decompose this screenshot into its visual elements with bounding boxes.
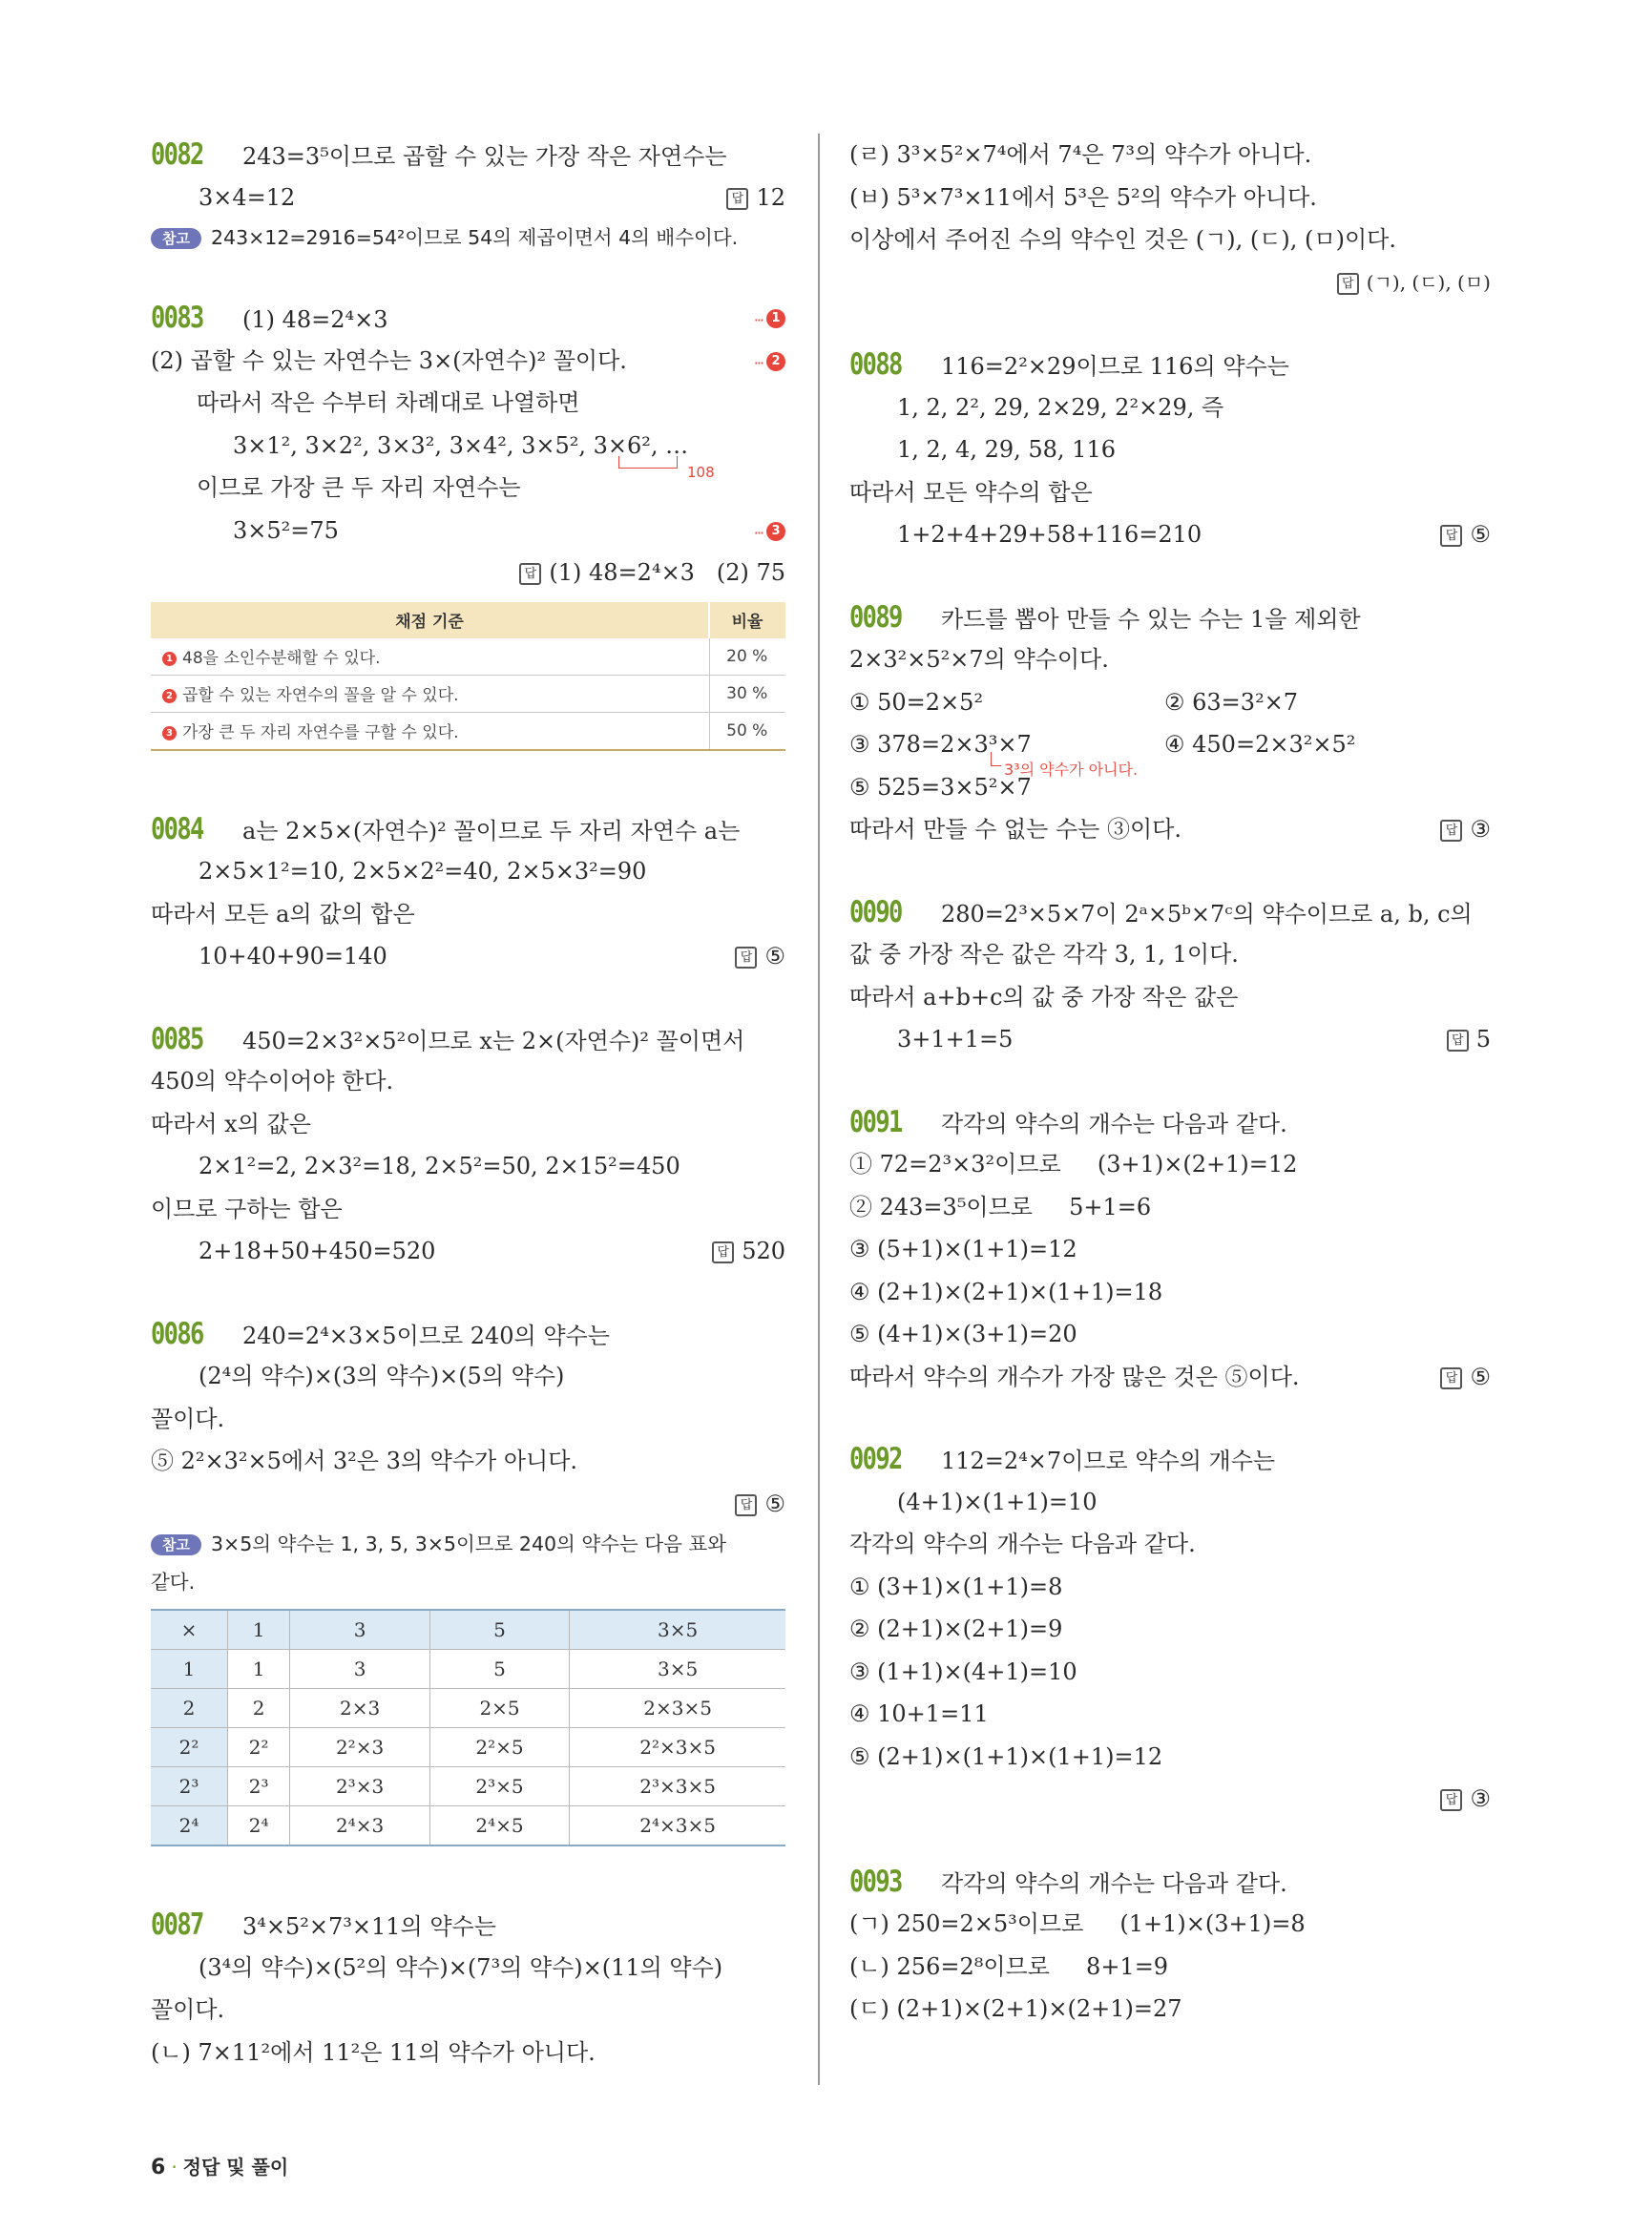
note-badge: 참고 bbox=[151, 228, 201, 249]
table-row bbox=[151, 1689, 785, 1728]
answer: 답 ⑤ bbox=[1440, 1356, 1491, 1399]
table-cell: 2² bbox=[228, 1728, 290, 1767]
table-cell: 2²×5 bbox=[429, 1728, 569, 1767]
step-marker-3: ··· 3 bbox=[754, 510, 785, 555]
table-cell: 3 bbox=[290, 1650, 429, 1689]
problem-number: 0087 bbox=[151, 1908, 203, 1942]
table-cell: 2³ bbox=[228, 1767, 290, 1806]
table-cell: 3 bbox=[290, 1610, 429, 1650]
table-cell: 2³×3 bbox=[290, 1767, 429, 1806]
table-cell: 2×3 bbox=[290, 1689, 429, 1728]
footer-title: 정답 및 풀이 bbox=[182, 2156, 289, 2179]
table-cell: 2⁴×3 bbox=[290, 1806, 429, 1846]
table-cell: 1 bbox=[151, 1650, 228, 1689]
answer-icon: 답 bbox=[1337, 273, 1359, 295]
note: 참고 3×5의 약수는 1, 3, 5, 3×5이므로 240의 약수는 다음 표와 bbox=[151, 1525, 785, 1563]
table-cell: 3×5 bbox=[570, 1650, 785, 1689]
table-cell: 3×5 bbox=[570, 1610, 785, 1650]
problem-0087-continued: (ㄹ) 3³×5²×7⁴에서 7⁴은 7³의 약수가 아니다. (ㅂ) 5³×7³×11에서 5³은 5²의 약수가 아니다. 이상에서 주어진 수의 약수인 것은 (ㄱ), (ㄷ), (ㅁ)이다. 답 (ㄱ), (ㄷ), (ㅁ) bbox=[849, 134, 1491, 303]
note-badge: 참고 bbox=[151, 1534, 201, 1555]
note: 참고 243×12=2916=54²이므로 54의 제곱이면서 4의 배수이다. bbox=[151, 219, 785, 257]
problem-number: 0091 bbox=[849, 1104, 902, 1139]
answer-icon: 답 bbox=[735, 1494, 757, 1516]
answer-icon: 답 bbox=[726, 188, 748, 210]
answer: 답 520 bbox=[712, 1230, 785, 1273]
problem-0093: 0093 각각의 약수의 개수는 다음과 같다. (ㄱ) 250=2×5³이므로 (1+1)×(3+1)=8 (ㄴ) 256=2⁸이므로 8+1=9 (ㄷ) (2+1)×(2+1)×(2+1)=27 bbox=[849, 1861, 1491, 2031]
answer: 답 5 bbox=[1447, 1018, 1491, 1061]
red-bracket bbox=[991, 752, 1001, 766]
table-cell: 2³×3×5 bbox=[570, 1767, 785, 1806]
table-cell: 2²×3×5 bbox=[570, 1728, 785, 1767]
table-cell: 2²×3 bbox=[290, 1728, 429, 1767]
table-row: 3 가장 큰 두 자리 자연수를 구할 수 있다. 50 % bbox=[151, 712, 785, 750]
table-cell: 2³ bbox=[151, 1767, 228, 1806]
table-row bbox=[151, 1767, 785, 1806]
answer-icon: 답 bbox=[1440, 1789, 1462, 1811]
problem-0083: 0083 (1) 48=2⁴×3 ··· 1 (2) 곱할 수 있는 자연수는 3×(자연수)² 꼴이다. ··· 2 따라서 작은 수부터 차례대로 나열하면 3×1², 3×2², 3×3², 3×4², 3×5², 3×6², … 108 이므로 가장 큰 두 자리 자연수는 3×5²=75 ··· 3 답 (1) 48=2⁴×3 (2) 75 채점 기준 비율 1 48을 소인수분해할 수 있다. 20 % 2 곱할 수 있는 자연수의 꼴을 알 수 있다. 30 % 3 가장 큰 두 자리 자연수를 구할 수 있다. 50 % bbox=[151, 297, 785, 751]
problem-0089: 0089 카드를 뽑아 만들 수 있는 수는 1을 제외한 2×3²×5²×7의 약수이다. ① 50=2×5² ② 63=3²×7 ③ 378=2×3³×7 ④ 450=2×3²×5² 3³의 약수가 아니다. ⑤ 525=3×5²×7 따라서 만들 수 없는 수는 ③이다. 답 ③ bbox=[849, 596, 1491, 851]
answer: 답 ③ bbox=[1440, 808, 1491, 851]
table-header-row bbox=[151, 1610, 785, 1650]
problem-0086: 0086 240=2⁴×3×5이므로 240의 약수는 (2⁴의 약수)×(3의 약수)×(5의 약수) 꼴이다. ⑤ 2²×3²×5에서 3²은 3의 약수가 아니다. 답 ⑤ 참고 3×5의 약수는 1, 3, 5, 3×5이므로 240의 약수는 다음 표와 같다. × 1 3 5 3×5 1 1 3 5 3×5 2 2 2×3 2×5 2×3×5 2² 2² 2²×3 2²×5 2²×3×5 2³ 2³ 2³×3 2³×5 2³×3×5 2⁴ 2⁴ 2⁴×3 2⁴×5 2⁴×3×5 bbox=[151, 1313, 785, 1847]
problem-0091: 0091 각각의 약수의 개수는 다음과 같다. ① 72=2³×3²이므로 (3+1)×(2+1)=12 ② 243=3⁵이므로 5+1=6 ③ (5+1)×(1+1)=12 ④ (2+1)×(2+1)×(1+1)=18 ⑤ (4+1)×(3+1)=20 따라서 약수의 개수가 가장 많은 것은 ⑤이다. 답 ⑤ bbox=[849, 1101, 1491, 1399]
problem-number: 0083 bbox=[151, 301, 203, 335]
table-cell: 1 bbox=[228, 1610, 290, 1650]
table-row bbox=[151, 1650, 785, 1689]
problem-number: 0084 bbox=[151, 811, 203, 846]
table-cell: 2×3×5 bbox=[570, 1689, 785, 1728]
problem-number: 0092 bbox=[849, 1442, 902, 1476]
answer: 답 ③ bbox=[1440, 1778, 1491, 1821]
red-annotation: 3³의 약수가 아니다. bbox=[1004, 761, 1139, 779]
column-divider bbox=[818, 134, 820, 2085]
table-cell: 2 bbox=[151, 1689, 228, 1728]
problem-0082: 0082 243=3⁵이므로 곱할 수 있는 가장 작은 자연수는 3×4=12 답 12 참고 243×12=2916=54²이므로 54의 제곱이면서 4의 배수이다. bbox=[151, 134, 785, 257]
table-cell: 2×5 bbox=[429, 1689, 569, 1728]
table-row bbox=[151, 1806, 785, 1846]
answer: 답 (ㄱ), (ㄷ), (ㅁ) bbox=[1337, 261, 1491, 304]
red-annotation: 108 bbox=[687, 463, 715, 481]
right-column bbox=[849, 134, 1491, 2031]
answer: 답 ⑤ bbox=[735, 935, 785, 978]
problem-0088: 0088 116=2²×29이므로 116의 약수는 1, 2, 2², 29, 2×29, 2²×29, 즉 1, 2, 4, 29, 58, 116 따라서 모든 약수의 합은 1+2+4+29+58+116=210 답 ⑤ bbox=[849, 344, 1491, 556]
answer-icon: 답 bbox=[1440, 1367, 1462, 1389]
problem-number: 0089 bbox=[849, 599, 902, 635]
problem-number: 0093 bbox=[849, 1864, 902, 1899]
answer-icon: 답 bbox=[712, 1241, 734, 1263]
problem-number: 0090 bbox=[849, 894, 902, 929]
answer: 답 ⑤ bbox=[1440, 513, 1491, 556]
table-row: 1 48을 소인수분해할 수 있다. 20 % bbox=[151, 638, 785, 676]
table-cell: 2 bbox=[228, 1689, 290, 1728]
problem-number: 0082 bbox=[151, 137, 203, 172]
table-cell: 2⁴×3×5 bbox=[570, 1806, 785, 1846]
problem-number: 0086 bbox=[151, 1316, 203, 1351]
table-cell: 2² bbox=[151, 1728, 228, 1767]
answer-icon: 답 bbox=[735, 947, 757, 969]
answer-icon: 답 bbox=[1440, 525, 1462, 547]
table-cell: × bbox=[151, 1610, 228, 1650]
table-cell: 1 bbox=[228, 1650, 290, 1689]
problem-0084: 0084 a는 2×5×(자연수)² 꼴이므로 두 자리 자연수 a는 2×5×1²=10, 2×5×2²=40, 2×5×3²=90 따라서 모든 a의 값의 합은 10+40+90=140 답 ⑤ bbox=[151, 808, 785, 978]
table-row: 2 곱할 수 있는 자연수의 꼴을 알 수 있다. 30 % bbox=[151, 675, 785, 712]
table-cell: 5 bbox=[429, 1650, 569, 1689]
page-number: 6 bbox=[151, 2156, 166, 2179]
answer: 답 ⑤ bbox=[735, 1483, 785, 1526]
problem-number: 0088 bbox=[849, 347, 902, 382]
left-column bbox=[151, 134, 785, 2074]
answer-icon: 답 bbox=[1440, 820, 1462, 842]
page-footer: 6 · 정답 및 풀이 bbox=[151, 2156, 289, 2179]
table-cell: 2⁴×5 bbox=[429, 1806, 569, 1846]
table-cell: 2⁴ bbox=[151, 1806, 228, 1846]
problem-0085: 0085 450=2×3²×5²이므로 x는 2×(자연수)² 꼴이면서 450의 약수이어야 한다. 따라서 x의 값은 2×1²=2, 2×3²=18, 2×5²=50, 2×15²=450 이므로 구하는 합은 2+18+50+450=520 답 520 bbox=[151, 1018, 785, 1273]
table-cell: 2³×5 bbox=[429, 1767, 569, 1806]
step-marker-2: ··· 2 bbox=[754, 340, 785, 386]
problem-0087: 0087 3⁴×5²×7³×11의 약수는 (3⁴의 약수)×(5²의 약수)×(7³의 약수)×(11의 약수) 꼴이다. (ㄴ) 7×11²에서 11²은 11의 약수가 아니다. bbox=[151, 1904, 785, 2074]
answer-icon: 답 bbox=[519, 563, 541, 585]
answer: 답 12 bbox=[726, 177, 785, 219]
divisor-table bbox=[151, 1609, 785, 1846]
problem-0090: 0090 280=2³×5×7이 2ᵃ×5ᵇ×7ᶜ의 약수이므로 a, b, c의 값 중 가장 작은 값은 각각 3, 1, 1이다. 따라서 a+b+c의 값 중 가장 작은 값은 3+1+1=5 답 5 bbox=[849, 891, 1491, 1061]
table-cell: 5 bbox=[429, 1610, 569, 1650]
step-marker-1: ··· 1 bbox=[754, 297, 785, 343]
problem-number: 0085 bbox=[151, 1021, 203, 1056]
table-cell: 2⁴ bbox=[228, 1806, 290, 1846]
table-row bbox=[151, 1728, 785, 1767]
answer: 답 (1) 48=2⁴×3 (2) 75 bbox=[519, 552, 785, 594]
problem-0092: 0092 112=2⁴×7이므로 약수의 개수는 (4+1)×(1+1)=10 각각의 약수의 개수는 다음과 같다. ① (3+1)×(1+1)=8 ② (2+1)×(2+1)=9 ③ (1+1)×(4+1)=10 ④ 10+1=11 ⑤ (2+1)×(1+1)×(1+1)=12 답 ③ bbox=[849, 1438, 1491, 1821]
grading-table: 채점 기준 비율 1 48을 소인수분해할 수 있다. 20 % 2 곱할 수 있는 자연수의 꼴을 알 수 있다. 30 % 3 가장 큰 두 자리 자연수를 구할 수 있다. 50 % bbox=[151, 602, 785, 751]
answer-icon: 답 bbox=[1447, 1030, 1469, 1052]
